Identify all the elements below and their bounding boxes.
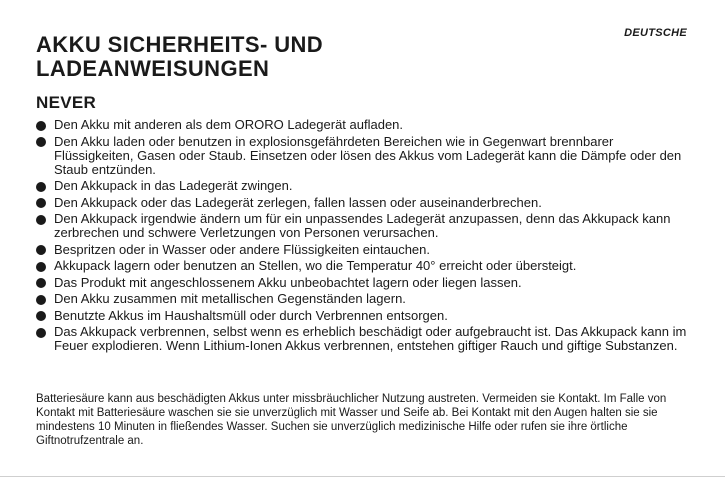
warning-item xyxy=(36,118,696,132)
warning-item xyxy=(36,135,696,177)
language-label: DEUTSCHE xyxy=(624,27,687,39)
bullet-icon xyxy=(36,262,46,272)
battery-acid-note: Batteriesäure kann aus beschädigten Akkus unter missbräuchlicher Nutzung austreten. Vermeiden sie Kontakt. Im Falle von Kontakt mit Batteriesäure waschen sie sie unverzüglich mit Wasser und Seife ab. Bei Kontakt mit den Augen halten sie sie mindestens 10 Minuten in fließendes Wasser. Suchen sie unverzüglich medizinische Hilfe oder rufen sie ihre örtliche Giftnotrufzentrale an. xyxy=(36,393,667,447)
warning-item xyxy=(36,259,696,273)
bullet-icon xyxy=(36,311,46,321)
page-divider xyxy=(0,476,725,477)
warning-item xyxy=(36,196,696,210)
never-heading: NEVER xyxy=(36,93,97,112)
title-line: AKKU SICHERHEITS- UND xyxy=(36,32,324,57)
warning-item xyxy=(36,276,696,290)
warning-item xyxy=(36,292,696,306)
bullet-icon xyxy=(36,182,46,192)
warning-list xyxy=(36,118,696,356)
warning-text: Das Produkt mit angeschlossenem Akku unbeobachtet lagern oder liegen lassen. xyxy=(54,274,522,290)
warning-text: Akkupack lagern oder benutzen an Stellen, wo die Temperatur 40° erreicht oder übersteigt. xyxy=(54,258,577,273)
warning-item xyxy=(36,243,696,257)
warning-text: Den Akkupack oder das Ladegerät zerlegen, fallen lassen oder auseinanderbrechen. xyxy=(54,194,542,210)
page-title xyxy=(36,33,323,81)
bullet-icon xyxy=(36,328,46,338)
warning-text: Den Akku zusammen mit metallischen Gegenständen lagern. xyxy=(54,291,406,306)
warning-item xyxy=(36,309,696,323)
warning-item xyxy=(36,325,696,353)
bullet-icon xyxy=(36,295,46,305)
warning-item xyxy=(36,179,696,193)
bullet-icon xyxy=(36,137,46,147)
warning-text: Bespritzen oder in Wasser oder andere Flüssigkeiten eintauchen. xyxy=(54,241,431,257)
warning-text: Den Akkupack in das Ladegerät zwingen. xyxy=(54,178,293,193)
warning-item xyxy=(36,212,696,240)
bullet-icon xyxy=(36,245,46,255)
warning-text: Den Akkupack irgendwie ändern um für ein unpassendes Ladegerät anzupassen, denn das Akkupack kann zerbrechen und schwere Verletzungen von Personen verursachen. xyxy=(54,211,671,240)
warning-text: Benutzte Akkus im Haushaltsmüll oder durch Verbrennen entsorgen. xyxy=(54,307,448,323)
bullet-icon xyxy=(36,278,46,288)
bullet-icon xyxy=(36,198,46,208)
warning-text: Den Akku laden oder benutzen in explosionsgefährdeten Bereichen wie in Gegenwart brennbarer Flüssigkeiten, Gasen oder Staub. Einsetzen oder lösen des Akkus vom Ladegerät kann die Dämpfe oder den Staub entzünden. xyxy=(54,133,682,177)
warning-text: Das Akkupack verbrennen, selbst wenn es erheblich beschädigt oder aufgebraucht ist. Das Akkupack kann im Feuer explodieren. Wenn Lithium-Ionen Akkus verbrennen, entstehen giftiger Rauch und giftige Substanzen. xyxy=(54,324,687,353)
bullet-icon xyxy=(36,121,46,131)
title-line: LADEANWEISUNGEN xyxy=(36,56,270,81)
bullet-icon xyxy=(36,215,46,225)
warning-text: Den Akku mit anderen als dem ORORO Ladegerät aufladen. xyxy=(54,117,404,132)
